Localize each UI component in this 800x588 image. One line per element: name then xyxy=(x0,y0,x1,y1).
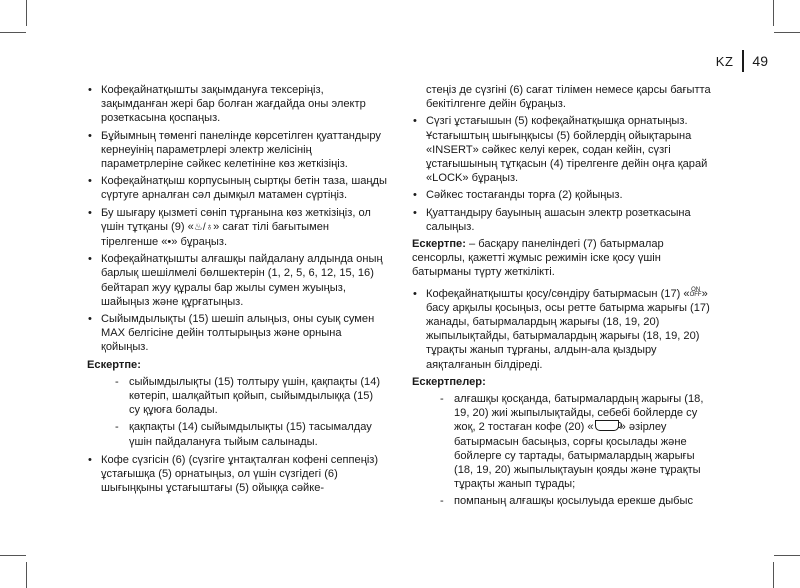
text-span: Кофеқайнатқышты қосу/сөндіру батырмасын (17) « xyxy=(426,287,690,300)
note-paragraph xyxy=(412,237,716,280)
list-item: • Қуаттандыру бауының ашасын электр розеткасына салыңыз. xyxy=(412,206,716,234)
crop-mark xyxy=(0,32,26,33)
off-label: OFF xyxy=(689,291,702,298)
right-column xyxy=(412,83,716,513)
list-item: - қақпақты (14) сыйымдылықты (15) тасымалдау үшін пайдалануға тыйым салынады. xyxy=(115,420,387,448)
text-span: Бу шығару қызметі сөніп тұрғанына көз жеткізіңіз, ол үшін тұтқаны (9) « xyxy=(101,206,371,233)
steam-water-icon: ♨/♁ xyxy=(193,221,214,233)
on-off-icon xyxy=(690,288,702,298)
crop-mark xyxy=(26,0,27,26)
list-item: • Кофеқайнатқышты зақымдануға тексеріңіз, зақымданған жері бар болған жағдайда оны электр розеткасына қоспаңыз. xyxy=(87,83,387,126)
list-item: • Кофеқайнатқышты алғашқы пайдалану алдында оның барлық шешілмелі бөлшектерін (1, 2, 5, 6, 12, 15, 16) бейтарап жуу құралы бар жылы сумен жуыңыз, шайыңыз және құрғатыңыз. xyxy=(87,252,387,309)
note-title: Ескертпе: xyxy=(412,238,466,251)
instruction-list xyxy=(87,83,387,355)
note-title: Ескертпе: xyxy=(87,358,141,371)
instruction-list xyxy=(87,453,387,496)
list-item: - сыйымдылықты (15) толтыру үшін, қақпақты (14) көтеріп, шалқайтып қойып, сыйымдылыққа (15) су құюға болады. xyxy=(115,375,387,418)
list-item: • Сәйкес тостағанды торға (2) қойыңыз. xyxy=(412,188,716,202)
note-text: – басқару панеліндегі (7) батырмалар сенсорлы, қажетті жұмыс режимін іске қосу үшін батырманы түрту жеткілікті. xyxy=(412,238,664,279)
instruction-list xyxy=(412,114,716,234)
text-span: » сағат тілі бағытымен тірелгенше «•» бұраңыз. xyxy=(101,220,330,249)
continuation-text: стеңіз де сүзгіні (6) сағат тілімен немесе қарсы бағытта бекітілгенге дейін бұраңыз. xyxy=(426,84,711,111)
crop-mark xyxy=(773,0,774,26)
notes-title: Ескертпелер: xyxy=(412,375,486,388)
crop-mark xyxy=(0,555,26,556)
list-item: - помпаның алғашқы қосылуыда ерекше дыбыс xyxy=(440,494,716,508)
list-item: • Кофеқайнатқыш корпусының сыртқы бетін таза, шаңды сүртуге арналған сәл дымқыл матамен сүртіңіз. xyxy=(87,174,387,202)
list-item xyxy=(440,392,716,491)
text-span: » әзірлеу батырмасын басыңыз, сорғы қосылады және бойлерге су тартады, батырмалардың жарығы (18, 19, 20) жыпылықтауын қояды және тұрақты тұрақты жанып тұрады; xyxy=(454,421,701,491)
spacer xyxy=(412,280,716,287)
crop-mark xyxy=(774,555,800,556)
language-code: KZ xyxy=(715,53,734,69)
instruction-list xyxy=(412,287,716,372)
text-span: алғашқы қосқанда, батырмалардың жарығы (18, 19, 20) жиі жыпылықтайды, себебі бойлерде су жоқ, 2 тостаған кофе (20) « xyxy=(454,393,704,434)
note-list xyxy=(87,375,387,449)
page-number: 49 xyxy=(752,53,768,69)
list-item xyxy=(412,287,716,372)
crop-mark xyxy=(774,32,800,33)
left-column xyxy=(87,83,387,498)
crop-mark xyxy=(26,562,27,588)
text-span: » басу арқылы қосыңыз, осы ретте батырма жарығы (17) жанады, батырмалардың жарығы (18, 19, 20) жыпылықтайды, батырмалардың жарығы (18, 19, 20) тұрақты жанып тұрғаны, алдын-ала қыздыру аяқталғанын білдіреді. xyxy=(426,287,710,371)
list-item: • Кофе сүзгісін (6) (сүзгіге ұнтақталған кофені сеппеңіз) ұстағышқа (5) орнатыңыз, ол үшін сүзгідегі (6) шығыңқыны ұстағыштағы (5) ойыққа сәйке- xyxy=(87,453,387,496)
notes-list xyxy=(412,392,716,509)
page-header xyxy=(716,50,768,72)
list-item xyxy=(87,206,387,250)
list-item: • Сүзгі ұстағышын (5) кофеқайнатқышқа орнатыңыз. Ұстағыштың шығыңқысы (5) бойлердің ойықтарына «INSERT» сәйкес келуі керек, содан кейін, сүзгі ұстағышының тұтқасын (4) тірелгенге дейін оңға қарай «LOCK» бұраңыз. xyxy=(412,114,716,185)
header-divider xyxy=(742,50,744,72)
on-label: ON xyxy=(691,286,701,293)
crop-mark xyxy=(773,562,774,588)
list-item: • Сыйымдылықты (15) шешіп алыңыз, оны суық сумен MAX белгісіне дейін толтырыңыз және орнына қойыңыз. xyxy=(87,312,387,355)
two-cups-icon xyxy=(595,420,619,431)
list-item: • Бұйымның төменгі панелінде көрсетілген қуаттандыру кернеуінің параметрлері электр желісінің параметрлеріне сәйкес келетініне көз жеткізіңіз. xyxy=(87,129,387,172)
